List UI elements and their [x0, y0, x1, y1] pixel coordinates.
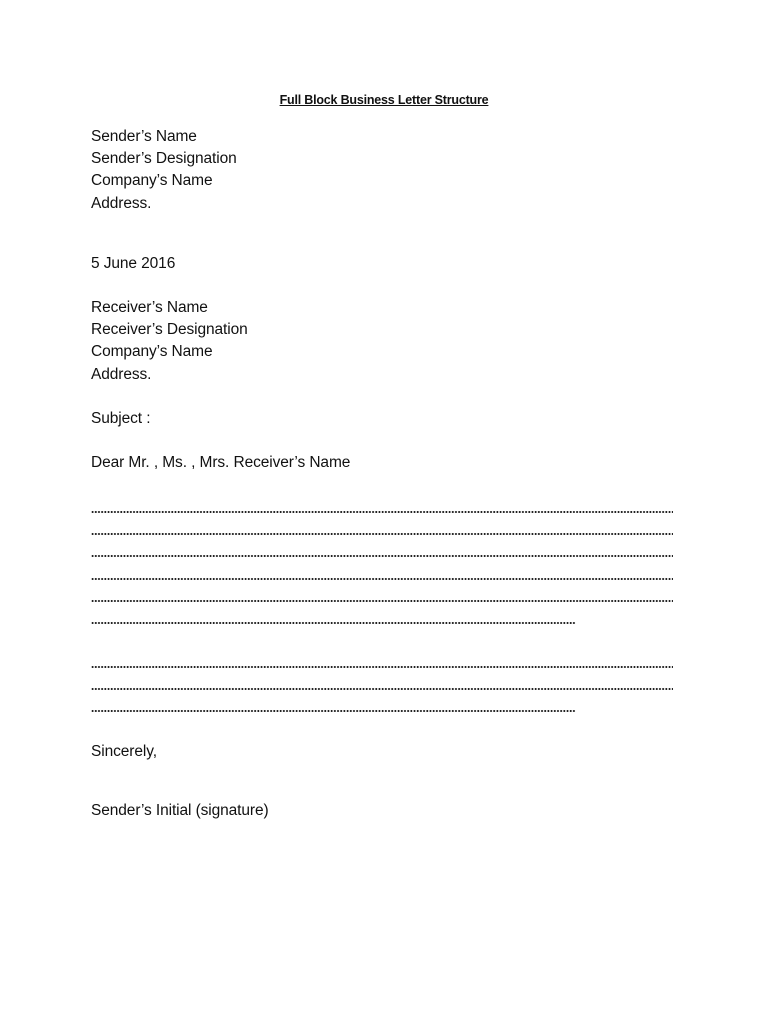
document-title: Full Block Business Letter Structure: [279, 93, 489, 107]
dotted-placeholder-line: [91, 586, 673, 608]
dotted-placeholder-line: [91, 519, 673, 541]
signature-line: Sender’s Initial (signature): [91, 802, 269, 819]
dotted-placeholder-line: [91, 674, 673, 696]
salutation: Dear Mr. , Ms. , Mrs. Receiver’s Name: [91, 454, 351, 471]
sender-address: Address.: [91, 194, 152, 212]
dotted-placeholder-line: [91, 608, 576, 630]
body-paragraph-2: [91, 652, 673, 719]
dotted-placeholder-line: [91, 541, 673, 563]
closing: Sincerely,: [91, 743, 157, 760]
dotted-placeholder-line: [91, 564, 673, 586]
receiver-name: Receiver’s Name: [91, 299, 208, 316]
receiver-block: [91, 297, 248, 386]
dotted-placeholder-line: [91, 696, 576, 718]
sender-company: Company’s Name: [91, 172, 213, 190]
sender-block: [91, 126, 237, 215]
sender-name: Sender’s Name: [91, 128, 197, 145]
subject-line: Subject :: [91, 410, 151, 427]
receiver-designation: Receiver’s Designation: [91, 321, 248, 339]
sender-designation: Sender’s Designation: [91, 150, 237, 168]
body-paragraph-1: [91, 497, 673, 630]
dotted-placeholder-line: [91, 652, 673, 674]
receiver-company: Company’s Name: [91, 343, 213, 361]
dotted-placeholder-line: [91, 497, 673, 519]
receiver-address: Address.: [91, 365, 152, 383]
letter-date: 5 June 2016: [91, 255, 176, 272]
